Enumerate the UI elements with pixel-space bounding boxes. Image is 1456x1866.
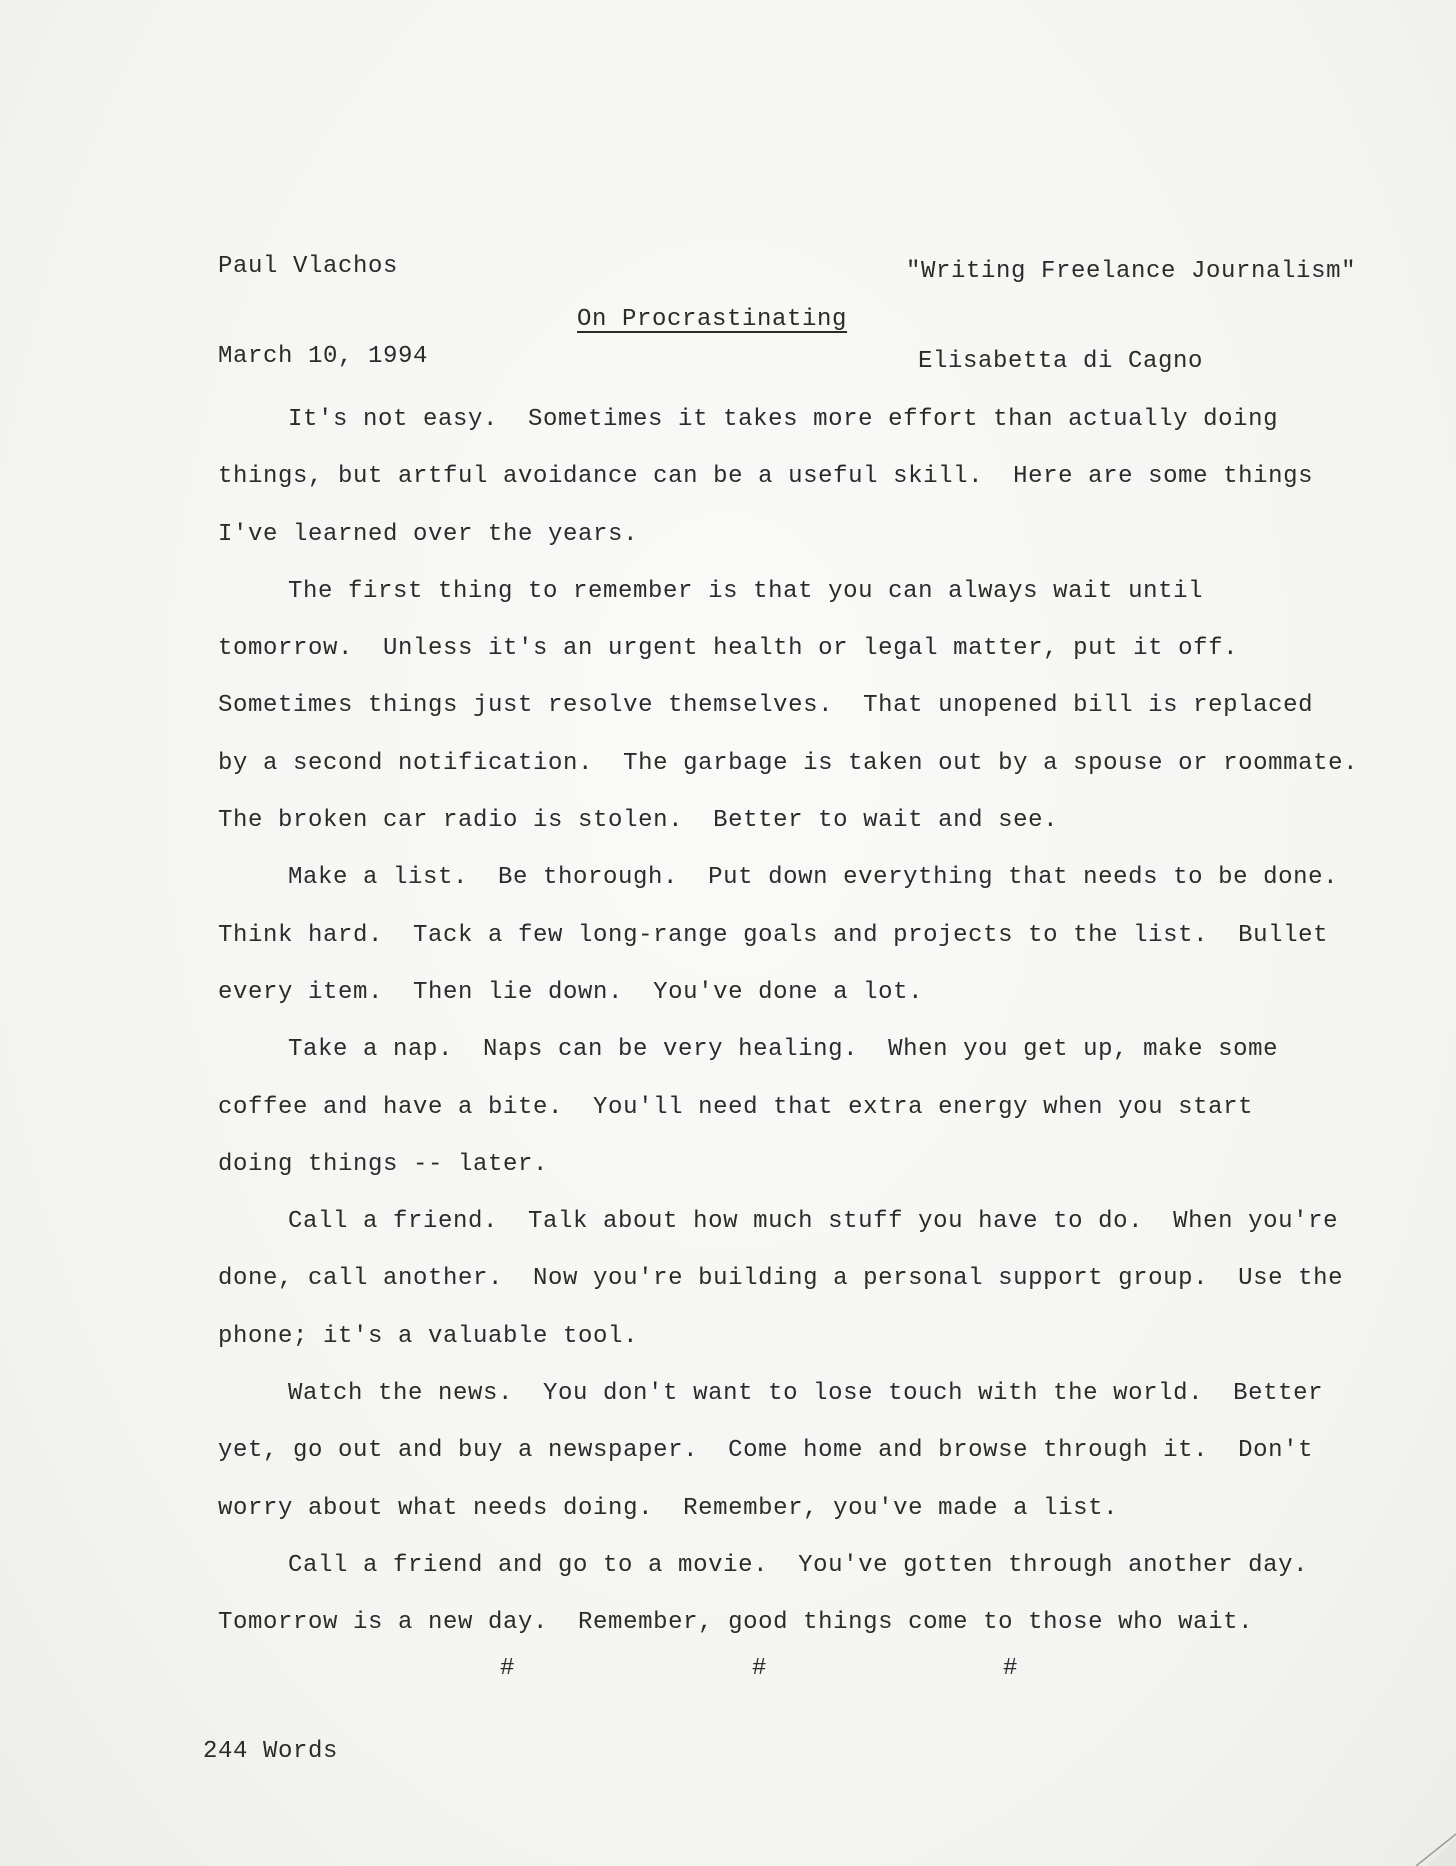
body-line: The first thing to remember is that you can always wait until xyxy=(288,577,1204,605)
end-mark-hash: # xyxy=(1003,1655,1019,1682)
body-line: Sometimes things just resolve themselves. That unopened bill is replaced xyxy=(218,692,1314,720)
end-mark-hash: # xyxy=(752,1655,768,1682)
author-block xyxy=(218,192,428,432)
page-corner-fold xyxy=(1396,1826,1456,1866)
essay-title: On Procrastinating xyxy=(577,306,848,333)
body-line: tomorrow. Unless it's an urgent health or legal matter, put it off. xyxy=(218,635,1239,663)
end-mark-hash: # xyxy=(500,1655,516,1682)
body-line: worry about what needs doing. Remember, you've made a list. xyxy=(218,1494,1119,1522)
body-line: The broken car radio is stolen. Better to wait and see. xyxy=(218,807,1059,835)
course-title: "Writing Freelance Journalism" xyxy=(906,258,1357,285)
instructor-name: Elisabetta di Cagno xyxy=(918,348,1204,375)
body-line: Watch the news. You don't want to lose touch with the world. Better xyxy=(288,1380,1324,1408)
essay-body xyxy=(218,406,1359,1669)
body-line: Call a friend. Talk about how much stuff you have to do. When you're xyxy=(288,1208,1339,1236)
course-block xyxy=(906,197,1356,437)
body-line: by a second notification. The garbage is taken out by a spouse or roommate. xyxy=(218,749,1359,777)
body-line: yet, go out and buy a newspaper. Come home and browse through it. Don't xyxy=(218,1437,1314,1465)
body-line: I've learned over the years. xyxy=(218,520,639,548)
body-line: Think hard. Tack a few long-range goals and projects to the list. Bullet xyxy=(218,921,1329,949)
body-line: every item. Then lie down. You've done a lot. xyxy=(218,978,924,1006)
body-line: coffee and have a bite. You'll need that extra energy when you start xyxy=(218,1093,1254,1121)
body-line: It's not easy. Sometimes it takes more effort than actually doing xyxy=(288,406,1279,433)
body-line: doing things -- later. xyxy=(218,1150,549,1178)
body-line: Tomorrow is a new day. Remember, good things come to those who wait. xyxy=(218,1609,1254,1637)
body-line: Call a friend and go to a movie. You've gotten through another day. xyxy=(288,1551,1309,1579)
body-line: Make a list. Be thorough. Put down everything that needs to be done. xyxy=(288,864,1339,892)
submission-date: March 10, 1994 xyxy=(218,343,429,370)
body-line: things, but artful avoidance can be a useful skill. Here are some things xyxy=(218,463,1314,491)
author-name: Paul Vlachos xyxy=(218,253,399,280)
word-count: 244 Words xyxy=(203,1738,339,1765)
body-line: Take a nap. Naps can be very healing. When you get up, make some xyxy=(288,1036,1279,1064)
body-line: done, call another. Now you're building a personal support group. Use the xyxy=(218,1265,1344,1293)
body-line: phone; it's a valuable tool. xyxy=(218,1322,639,1350)
